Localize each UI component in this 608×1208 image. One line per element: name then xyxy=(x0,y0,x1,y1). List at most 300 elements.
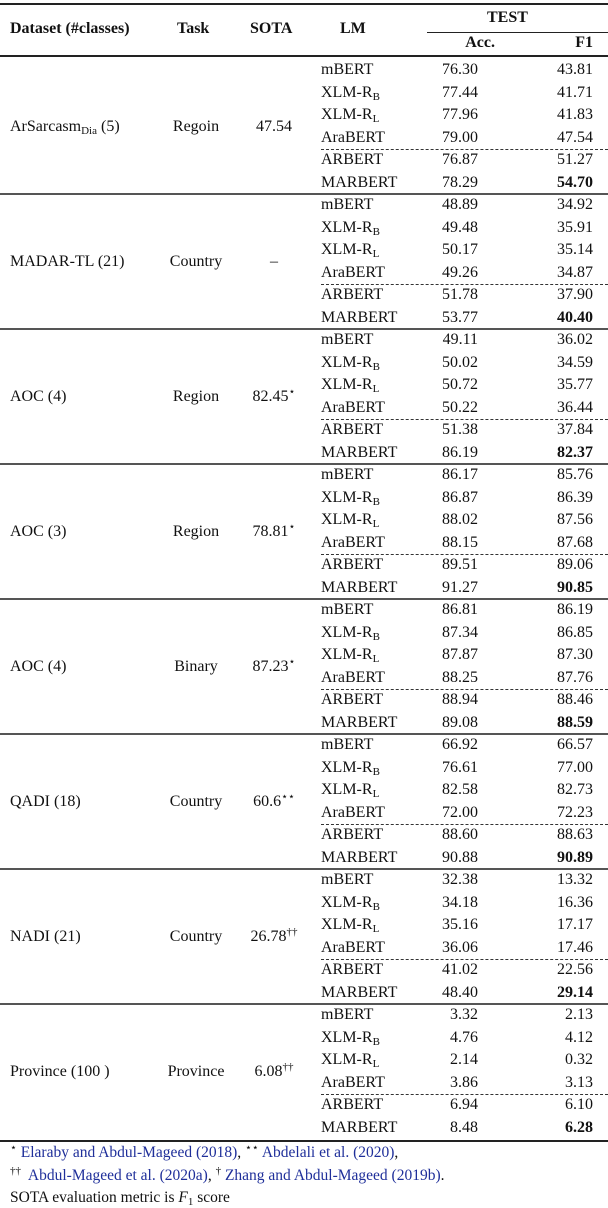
lm-label: XLM-R xyxy=(321,488,373,506)
f1-value: 87.68 xyxy=(557,533,593,551)
lm-name xyxy=(321,937,385,960)
lm-name xyxy=(321,374,379,397)
table-row xyxy=(0,239,608,262)
f1-value: 88.59 xyxy=(557,713,593,731)
header-dataset: Dataset (#classes) xyxy=(10,20,130,37)
dataset-label: NADI (21) xyxy=(10,928,81,945)
table-row xyxy=(0,419,608,442)
table-row xyxy=(0,487,608,510)
dashed-divider xyxy=(321,554,608,555)
lm-label: MARBERT xyxy=(321,848,398,866)
acc-value: 82.58 xyxy=(442,781,478,798)
lm-label: ARBERT xyxy=(321,1096,384,1113)
lm-name xyxy=(321,734,373,757)
dataset-group xyxy=(0,869,608,1004)
dataset-label: MADAR-TL (21) xyxy=(10,253,125,270)
dashed-divider xyxy=(321,149,608,150)
acc-value: 79.00 xyxy=(442,128,478,146)
acc-value: 76.30 xyxy=(442,61,478,78)
lm-label: MARBERT xyxy=(321,983,398,1001)
table-row xyxy=(0,554,608,577)
acc-value: 51.78 xyxy=(442,286,478,303)
table-row xyxy=(0,892,608,915)
lm-label: AraBERT xyxy=(321,128,385,146)
dataset-label: AOC (3) xyxy=(10,523,67,540)
separator: , xyxy=(237,1144,246,1161)
f1-value: 37.90 xyxy=(557,286,593,303)
lm-name xyxy=(321,1117,397,1140)
metric-subscript: 1 xyxy=(187,1196,194,1208)
lm-label: XLM-R xyxy=(321,781,373,798)
acc-value: 88.94 xyxy=(442,691,478,708)
lm-subscript: L xyxy=(372,383,380,395)
citation-link[interactable]: Abdelali et al. (2020) xyxy=(261,1144,395,1161)
f1-value: 66.57 xyxy=(557,736,593,753)
task-cell: Country xyxy=(169,253,223,270)
lm-subscript: L xyxy=(372,1058,380,1070)
table-row xyxy=(0,824,608,847)
sota-citation-marker: †† xyxy=(286,926,298,938)
table-row xyxy=(0,172,608,195)
lm-label: mBERT xyxy=(321,331,374,348)
dataset-label: QADI (18) xyxy=(10,793,81,810)
lm-name xyxy=(321,239,379,262)
dashed-divider xyxy=(321,419,608,420)
lm-label: MARBERT xyxy=(321,308,398,326)
lm-name xyxy=(321,577,397,600)
table-row xyxy=(0,82,608,105)
f1-value: 34.59 xyxy=(557,353,593,371)
footnote-marker: † xyxy=(215,1165,222,1177)
separator: , xyxy=(207,1167,216,1184)
f1-value: 2.13 xyxy=(565,1006,593,1023)
acc-value: 8.48 xyxy=(450,1118,478,1136)
lm-name xyxy=(321,779,379,802)
acc-value: 49.48 xyxy=(442,218,478,236)
dataset-label: AOC (4) xyxy=(10,388,67,405)
table-row xyxy=(0,352,608,375)
lm-label: AraBERT xyxy=(321,1073,385,1091)
lm-name xyxy=(321,1072,385,1095)
table-row xyxy=(0,1094,608,1117)
lm-label: ARBERT xyxy=(321,961,384,978)
table-row xyxy=(0,644,608,667)
table-row xyxy=(0,1027,608,1050)
acc-value: 53.77 xyxy=(442,308,478,326)
task-cell: Country xyxy=(169,793,223,810)
lm-name xyxy=(321,352,380,375)
f1-value: 86.39 xyxy=(557,488,593,506)
acc-value: 86.19 xyxy=(442,443,478,461)
lm-label: ARBERT xyxy=(321,691,384,708)
f1-value: 22.56 xyxy=(557,961,593,978)
lm-label: AraBERT xyxy=(321,803,385,821)
task-cell: Country xyxy=(169,928,223,945)
lm-label: XLM-R xyxy=(321,511,373,528)
f1-value: 77.00 xyxy=(557,758,593,776)
f1-value: 6.10 xyxy=(565,1096,593,1113)
dataset-group xyxy=(0,464,608,599)
lm-name xyxy=(321,869,373,892)
lm-label: XLM-R xyxy=(321,1028,373,1046)
table-row xyxy=(0,464,608,487)
f1-value: 35.14 xyxy=(557,241,593,258)
table-row xyxy=(0,847,608,870)
lm-name xyxy=(321,1027,380,1050)
lm-label: mBERT xyxy=(321,61,374,78)
sota-value: 6.08 xyxy=(254,1063,283,1080)
table-row xyxy=(0,442,608,465)
dataset-group xyxy=(0,329,608,464)
f1-value: 35.91 xyxy=(557,218,593,236)
acc-value: 50.72 xyxy=(442,376,478,393)
lm-name xyxy=(321,284,383,307)
lm-label: XLM-R xyxy=(321,106,373,123)
lm-label: mBERT xyxy=(321,466,374,483)
acc-value: 77.44 xyxy=(442,83,478,101)
table-row xyxy=(0,307,608,330)
dataset-label: ArSarcasm xyxy=(10,118,82,135)
acc-value: 88.60 xyxy=(442,826,478,843)
lm-label: XLM-R xyxy=(321,376,373,393)
lm-name xyxy=(321,104,379,127)
task-cell: Regoin xyxy=(172,118,220,135)
lm-label: ARBERT xyxy=(321,151,384,168)
table-row xyxy=(0,734,608,757)
f1-value: 41.83 xyxy=(557,106,593,123)
f1-value: 87.30 xyxy=(557,646,593,663)
lm-name xyxy=(321,532,385,555)
citation-link[interactable]: Elaraby and Abdul-Mageed (2018) xyxy=(20,1144,238,1161)
acc-value: 50.17 xyxy=(442,241,478,258)
lm-name xyxy=(321,509,379,532)
lm-label: XLM-R xyxy=(321,758,373,776)
lm-name xyxy=(321,959,383,982)
f1-value: 6.28 xyxy=(565,1118,593,1136)
lm-label: AraBERT xyxy=(321,533,385,551)
task-cell: Region xyxy=(172,388,220,405)
acc-value: 48.40 xyxy=(442,983,478,1001)
lm-name xyxy=(321,1049,379,1072)
lm-name xyxy=(321,487,380,510)
lm-label: MARBERT xyxy=(321,1118,398,1136)
acc-value: 32.38 xyxy=(442,871,478,888)
acc-value: 88.25 xyxy=(442,668,478,686)
lm-label: XLM-R xyxy=(321,623,373,641)
table-row xyxy=(0,149,608,172)
lm-name xyxy=(321,194,373,217)
acc-value: 48.89 xyxy=(442,196,478,213)
acc-value: 87.34 xyxy=(442,623,478,641)
f1-value: 0.32 xyxy=(565,1051,593,1068)
lm-name xyxy=(321,397,385,420)
lm-label: XLM-R xyxy=(321,1051,373,1068)
f1-value: 17.17 xyxy=(557,916,593,933)
lm-label: XLM-R xyxy=(321,646,373,663)
lm-name xyxy=(321,982,397,1005)
lm-subscript: B xyxy=(372,495,380,508)
table-row xyxy=(0,284,608,307)
f1-value: 36.44 xyxy=(557,398,593,416)
acc-value: 66.92 xyxy=(442,736,478,753)
table-row xyxy=(0,374,608,397)
table-row xyxy=(0,194,608,217)
lm-name xyxy=(321,599,373,622)
f1-value: 16.36 xyxy=(557,893,593,911)
dataset-group xyxy=(0,599,608,734)
sota-citation-marker: ⋆⋆ xyxy=(281,791,295,803)
lm-label: AraBERT xyxy=(321,668,385,686)
footnote-line-2 xyxy=(10,1167,444,1185)
lm-label: mBERT xyxy=(321,1006,374,1023)
sota-citation-marker: ⋆ xyxy=(288,656,296,668)
lm-label: AraBERT xyxy=(321,938,385,956)
lm-name xyxy=(321,1004,373,1027)
task-cell: Region xyxy=(172,523,220,540)
lm-name xyxy=(321,307,397,330)
header-rule xyxy=(0,55,608,57)
sota-value: 87.23 xyxy=(252,658,289,675)
lm-label: XLM-R xyxy=(321,893,373,911)
lm-label: mBERT xyxy=(321,601,374,618)
f1-value: 87.56 xyxy=(557,511,593,528)
lm-name xyxy=(321,667,385,690)
lm-name xyxy=(321,262,385,285)
dataset-subscript: Dia xyxy=(81,125,97,137)
table-row xyxy=(0,937,608,960)
sota-value: 78.81 xyxy=(252,523,289,540)
acc-value: 78.29 xyxy=(442,173,478,191)
lm-name xyxy=(321,82,380,105)
lm-label: AraBERT xyxy=(321,263,385,281)
acc-value: 41.02 xyxy=(442,961,478,978)
lm-label: MARBERT xyxy=(321,713,398,731)
lm-subscript: B xyxy=(372,225,380,238)
f1-value: 41.71 xyxy=(557,83,593,101)
f1-value: 85.76 xyxy=(557,466,593,483)
table-row xyxy=(0,577,608,600)
header-task: Task xyxy=(177,20,210,37)
f1-value: 43.81 xyxy=(557,61,593,78)
top-rule xyxy=(0,3,608,5)
lm-name xyxy=(321,419,383,442)
f1-value: 34.92 xyxy=(557,196,593,213)
lm-subscript: B xyxy=(372,630,380,643)
dashed-divider xyxy=(321,284,608,285)
table-row xyxy=(0,397,608,420)
f1-value: 17.46 xyxy=(557,938,593,956)
citation-link[interactable]: Zhang and Abdul-Mageed (2019b) xyxy=(224,1167,441,1184)
dataset-group xyxy=(0,1004,608,1139)
footnote-marker: †† xyxy=(10,1165,21,1177)
sota-value: 47.54 xyxy=(256,118,292,135)
f1-value: 29.14 xyxy=(557,983,593,1001)
lm-subscript: B xyxy=(372,1035,380,1048)
table-row xyxy=(0,779,608,802)
task-cell: Province xyxy=(167,1063,225,1080)
lm-label: XLM-R xyxy=(321,916,373,933)
f1-value: 54.70 xyxy=(557,173,593,191)
lm-label: mBERT xyxy=(321,871,374,888)
dataset-group xyxy=(0,194,608,329)
lm-name xyxy=(321,172,397,195)
lm-label: MARBERT xyxy=(321,443,398,461)
acc-value: 50.22 xyxy=(442,398,478,416)
lm-label: ARBERT xyxy=(321,826,384,843)
lm-subscript: L xyxy=(372,518,380,530)
f1-value: 37.84 xyxy=(557,421,593,438)
header-sota: SOTA xyxy=(250,20,293,37)
f1-value: 13.32 xyxy=(557,871,593,888)
f1-value: 34.87 xyxy=(557,263,593,281)
lm-subscript: L xyxy=(372,788,380,800)
header-f1: F1 xyxy=(575,34,593,51)
lm-label: XLM-R xyxy=(321,218,373,236)
dashed-divider xyxy=(321,1094,608,1095)
lm-name xyxy=(321,892,380,915)
f1-value: 51.27 xyxy=(557,151,593,168)
f1-value: 90.89 xyxy=(557,848,593,866)
footnote-marker: ⋆ xyxy=(10,1142,17,1154)
acc-value: 4.76 xyxy=(450,1028,478,1046)
citation-link[interactable]: Abdul-Mageed et al. (2020a) xyxy=(27,1167,208,1184)
lm-name xyxy=(321,442,397,465)
footnote-marker: ⋆⋆ xyxy=(245,1142,259,1154)
lm-subscript: L xyxy=(372,653,380,665)
acc-value: 88.15 xyxy=(442,533,478,551)
table-row xyxy=(0,262,608,285)
table-row xyxy=(0,622,608,645)
f1-value: 72.23 xyxy=(557,803,593,821)
lm-name xyxy=(321,464,373,487)
lm-name xyxy=(321,802,385,825)
sota-value: 82.45 xyxy=(252,388,289,405)
sota-citation-marker: ⋆ xyxy=(288,521,296,533)
task-cell: Binary xyxy=(174,658,218,675)
table-row xyxy=(0,329,608,352)
table-row xyxy=(0,1004,608,1027)
acc-value: 3.86 xyxy=(450,1073,478,1091)
header-lm: LM xyxy=(340,20,366,37)
lm-label: AraBERT xyxy=(321,398,385,416)
lm-name xyxy=(321,554,383,577)
f1-value: 82.73 xyxy=(557,781,593,798)
acc-value: 87.87 xyxy=(442,646,478,663)
lm-name xyxy=(321,329,373,352)
lm-label: ARBERT xyxy=(321,421,384,438)
table-row xyxy=(0,127,608,150)
lm-label: XLM-R xyxy=(321,83,373,101)
lm-name xyxy=(321,824,383,847)
lm-name xyxy=(321,622,380,645)
acc-value: 76.87 xyxy=(442,151,478,168)
dataset-classes: (5) xyxy=(96,118,120,135)
lm-subscript: B xyxy=(372,90,380,103)
lm-name xyxy=(321,644,379,667)
table-row xyxy=(0,59,608,82)
sota-value: – xyxy=(270,253,278,270)
table-row xyxy=(0,509,608,532)
acc-value: 77.96 xyxy=(442,106,478,123)
table-row xyxy=(0,914,608,937)
table-row xyxy=(0,982,608,1005)
lm-subscript: L xyxy=(372,113,380,125)
lm-name xyxy=(321,1094,383,1117)
table-row xyxy=(0,1117,608,1140)
acc-value: 91.27 xyxy=(442,578,478,596)
acc-value: 34.18 xyxy=(442,893,478,911)
sota-value: 60.6 xyxy=(253,793,282,810)
acc-value: 90.88 xyxy=(442,848,478,866)
punctuation: , xyxy=(394,1144,399,1161)
f1-value: 90.85 xyxy=(557,578,593,596)
table-row xyxy=(0,599,608,622)
acc-value: 86.17 xyxy=(442,466,478,483)
acc-value: 72.00 xyxy=(442,803,478,821)
lm-name xyxy=(321,757,380,780)
lm-subscript: L xyxy=(372,248,380,260)
footnote-line-1 xyxy=(10,1144,398,1162)
dataset-group xyxy=(0,59,608,194)
acc-value: 35.16 xyxy=(442,916,478,933)
f1-value: 86.85 xyxy=(557,623,593,641)
acc-value: 49.26 xyxy=(442,263,478,281)
header-test: TEST xyxy=(487,9,528,26)
footnote-text: SOTA evaluation metric is xyxy=(10,1189,179,1206)
acc-value: 76.61 xyxy=(442,758,478,776)
table-row xyxy=(0,532,608,555)
table-row xyxy=(0,869,608,892)
table-row xyxy=(0,959,608,982)
lm-label: MARBERT xyxy=(321,578,398,596)
header-acc: Acc. xyxy=(465,34,495,51)
acc-value: 86.87 xyxy=(442,488,478,506)
table-row xyxy=(0,802,608,825)
acc-value: 49.11 xyxy=(442,331,478,348)
lm-label: XLM-R xyxy=(321,353,373,371)
lm-label: XLM-R xyxy=(321,241,373,258)
f1-value: 47.54 xyxy=(557,128,593,146)
lm-subscript: B xyxy=(372,765,380,778)
lm-name xyxy=(321,149,383,172)
f1-value: 89.06 xyxy=(557,556,593,573)
acc-value: 89.08 xyxy=(442,713,478,731)
lm-name xyxy=(321,217,380,240)
f1-value: 88.63 xyxy=(557,826,593,843)
f1-value: 40.40 xyxy=(557,308,593,326)
lm-name xyxy=(321,914,379,937)
dashed-divider xyxy=(321,959,608,960)
lm-label: ARBERT xyxy=(321,286,384,303)
sota-value: 26.78 xyxy=(250,928,287,945)
f1-value: 86.19 xyxy=(557,601,593,618)
f1-value: 87.76 xyxy=(557,668,593,686)
acc-value: 51.38 xyxy=(442,421,478,438)
dashed-divider xyxy=(321,824,608,825)
lm-subscript: L xyxy=(372,923,380,935)
table-row xyxy=(0,667,608,690)
table-row xyxy=(0,217,608,240)
lm-name xyxy=(321,712,397,735)
footnote-text: score xyxy=(193,1189,230,1206)
acc-value: 86.81 xyxy=(442,601,478,618)
bottom-rule xyxy=(0,1140,608,1142)
dataset-label: Province (100 ) xyxy=(10,1063,110,1080)
acc-value: 2.14 xyxy=(450,1051,478,1068)
punctuation: . xyxy=(440,1167,445,1184)
sota-citation-marker: ⋆ xyxy=(288,386,296,398)
lm-name xyxy=(321,59,373,82)
